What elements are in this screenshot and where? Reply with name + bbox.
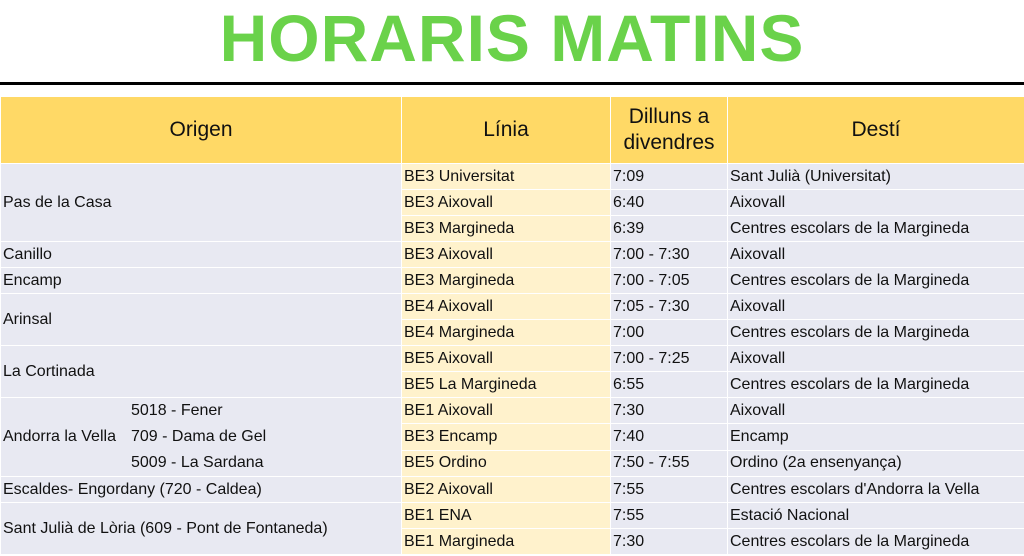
destination-cell: Centres escolars de la Margineda [728, 372, 1024, 398]
header-schedule-line1: Dilluns a [628, 105, 710, 128]
destination-cell: Ordino (2a ensenyança) [728, 450, 1024, 476]
line-cell: BE1 ENA [402, 503, 611, 529]
line-cell: BE3 Margineda [402, 268, 611, 294]
origin-cell: Pas de la Casa [1, 164, 402, 242]
destination-cell: Encamp [728, 424, 1024, 450]
destination-cell: Sant Julià (Universitat) [728, 164, 1024, 190]
destination-cell: Centres escolars de la Margineda [728, 268, 1024, 294]
time-cell: 7:50 - 7:55 [611, 450, 728, 476]
line-cell: BE2 Aixovall [402, 477, 611, 503]
time-cell: 6:55 [611, 372, 728, 398]
time-cell: 6:39 [611, 216, 728, 242]
destination-cell: Centres escolars de la Margineda [728, 216, 1024, 242]
destination-cell: Aixovall [728, 242, 1024, 268]
title-divider [0, 82, 1024, 85]
line-cell: BE3 Margineda [402, 216, 611, 242]
table-row [1, 398, 1024, 424]
line-cell: BE5 La Margineda [402, 372, 611, 398]
table-row [1, 242, 1024, 268]
time-cell: 7:40 [611, 424, 728, 450]
origin-cell [1, 398, 402, 477]
header-schedule-line2: divendres [623, 131, 715, 154]
table-header-row [1, 97, 1024, 164]
destination-cell: Aixovall [728, 190, 1024, 216]
header-origin: Origen [1, 97, 402, 164]
table-row [1, 503, 1024, 529]
line-cell: BE3 Aixovall [402, 190, 611, 216]
time-cell: 6:40 [611, 190, 728, 216]
time-cell: 7:00 - 7:05 [611, 268, 728, 294]
header-destination: Destí [728, 97, 1024, 164]
destination-cell: Centres escolars de la Margineda [728, 529, 1024, 555]
destination-cell: Aixovall [728, 346, 1024, 372]
time-cell: 7:05 - 7:30 [611, 294, 728, 320]
origin-cell: Canillo [1, 242, 402, 268]
page-title: HORARIS MATINS [219, 1, 805, 75]
table-row [1, 294, 1024, 320]
origin-stop: 5018 - Fener [131, 402, 223, 419]
destination-cell: Aixovall [728, 398, 1024, 424]
origin-stops [131, 398, 266, 476]
time-cell: 7:00 [611, 320, 728, 346]
table-row [1, 164, 1024, 190]
header-schedule [611, 97, 728, 164]
line-cell: BE5 Aixovall [402, 346, 611, 372]
schedule-table [0, 96, 1024, 555]
line-cell: BE3 Universitat [402, 164, 611, 190]
time-cell: 7:30 [611, 398, 728, 424]
destination-cell: Centres escolars de la Margineda [728, 320, 1024, 346]
time-cell: 7:00 - 7:30 [611, 242, 728, 268]
header-line: Línia [402, 97, 611, 164]
destination-cell: Estació Nacional [728, 503, 1024, 529]
time-cell: 7:00 - 7:25 [611, 346, 728, 372]
line-cell: BE4 Aixovall [402, 294, 611, 320]
origin-cell: La Cortinada [1, 346, 402, 398]
line-cell: BE3 Aixovall [402, 242, 611, 268]
line-cell: BE1 Margineda [402, 529, 611, 555]
origin-cell: Arinsal [1, 294, 402, 346]
line-cell: BE4 Margineda [402, 320, 611, 346]
time-cell: 7:09 [611, 164, 728, 190]
table-row [1, 477, 1024, 503]
origin-cell: Escaldes- Engordany (720 - Caldea) [1, 477, 402, 503]
origin-stop: 709 - Dama de Gel [131, 428, 267, 445]
origin-stop: 5009 - La Sardana [131, 454, 264, 471]
origin-cell: Sant Julià de Lòria (609 - Pont de Fontaneda) [1, 503, 402, 555]
table-row [1, 346, 1024, 372]
line-cell: BE5 Ordino [402, 450, 611, 476]
destination-cell: Centres escolars d'Andorra la Vella [728, 477, 1024, 503]
time-cell: 7:55 [611, 503, 728, 529]
line-cell: BE3 Encamp [402, 424, 611, 450]
origin-cell: Encamp [1, 268, 402, 294]
origin-city: Andorra la Vella [3, 428, 116, 445]
time-cell: 7:30 [611, 529, 728, 555]
time-cell: 7:55 [611, 477, 728, 503]
destination-cell: Aixovall [728, 294, 1024, 320]
line-cell: BE1 Aixovall [402, 398, 611, 424]
table-row [1, 268, 1024, 294]
origin-split [3, 398, 401, 476]
